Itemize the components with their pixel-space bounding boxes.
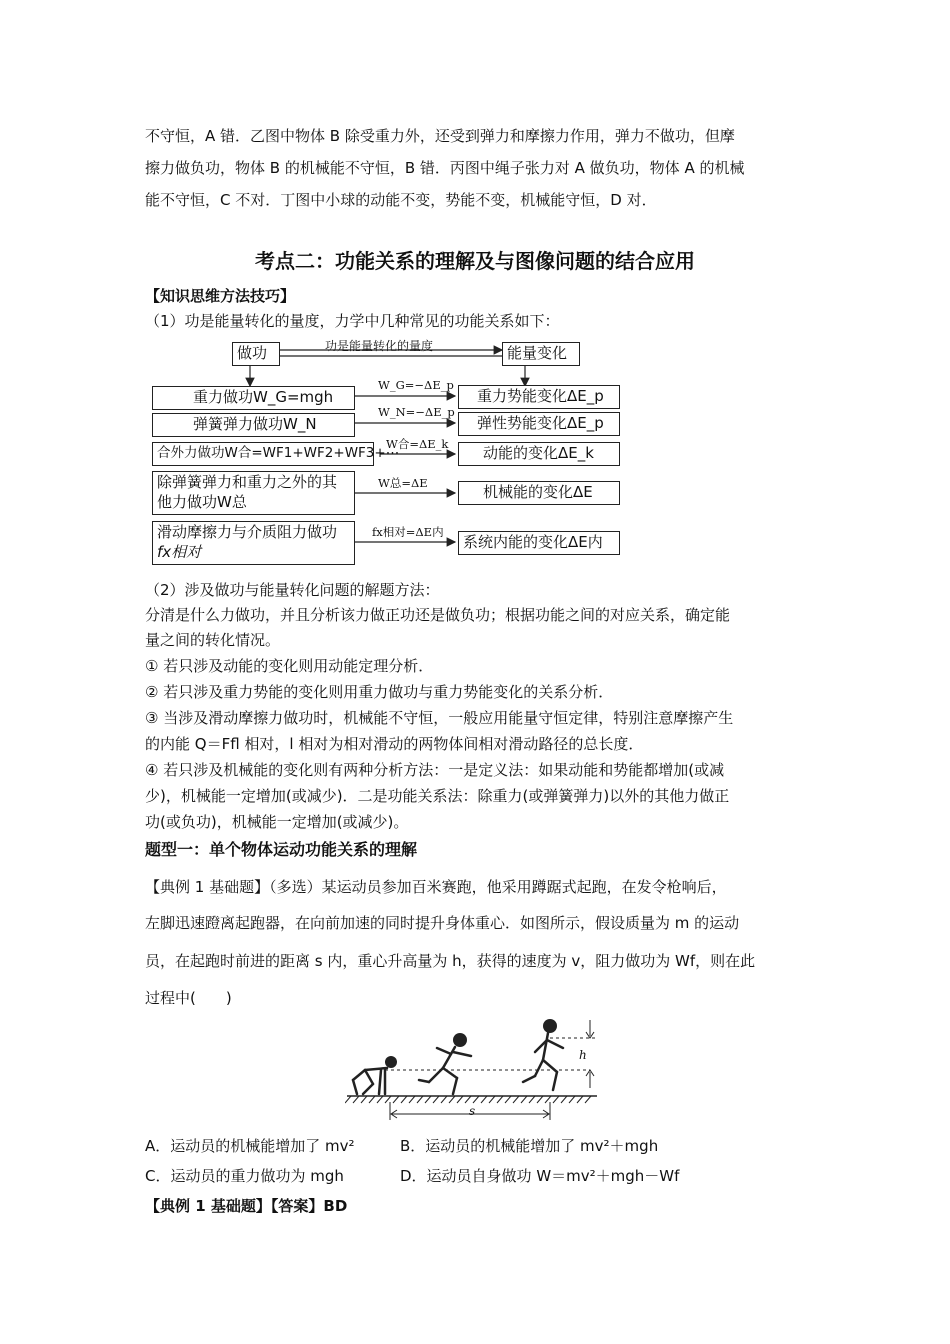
height-label: h: [579, 1048, 587, 1062]
intro-line-2: 擦力做负功，物体 B 的机械能不守恒，B 错．丙图中绳子张力对 A 做负功，物体 A 的机械: [145, 159, 745, 177]
option-b: B．运动员的机械能增加了 mv²＋mgh: [400, 1137, 659, 1155]
question-line-2: 左脚迅速蹬离起跑器，在向前加速的同时提升身体重心．如图所示，假设质量为 m 的运动: [145, 914, 740, 932]
knowledge-header: 【知识思维方法技巧】: [145, 287, 296, 305]
other-force-line-1: 除弹簧弹力和重力之外的其: [157, 473, 338, 491]
spring-relation: W_N=−ΔE_p: [378, 405, 455, 419]
body-line-3: ① 若只涉及动能的变化则用动能定理分析．: [145, 657, 434, 675]
body-line-8: 少)，机械能一定增加(或减少)．二是功能关系法：除重力(或弹簧弹力)以外的其他力做正: [145, 787, 730, 805]
other-force-line-2: 他力做功W总: [157, 493, 247, 511]
body-line-4: ② 若只涉及重力势能的变化则用重力做功与重力势能变化的关系分析．: [145, 683, 614, 701]
body-line-6: 的内能 Q＝Ffl 相对，l 相对为相对滑动的两物体间相对滑动路径的总长度．: [145, 735, 644, 753]
answer-line: 【典例 1 基础题】【答案】BD: [145, 1197, 348, 1215]
intro-line-1: 不守恒，A 错．乙图中物体 B 除受重力外，还受到弹力和摩擦力作用，弹力不做功，但摩: [145, 127, 735, 145]
question-line-4: 过程中( ): [145, 989, 232, 1007]
spring-work-box: 弹簧弹力做功W_N: [152, 413, 355, 437]
runner-figure: [345, 1010, 600, 1125]
friction-relation: fx相对=ΔE内: [372, 525, 444, 539]
ke-change-box: 动能的变化ΔE_k: [458, 442, 620, 466]
friction-line-1: 滑动摩擦力与介质阻力做功: [157, 523, 338, 541]
question-line-3: 员，在起跑时前进的距离 s 内，重心升高量为 h，获得的速度为 v，阻力做功为 Wf，则在此: [145, 952, 756, 970]
intro-line-3: 能不守恒，C 不对．丁图中小球的动能不变，势能不变，机械能守恒，D 对．: [145, 191, 657, 209]
friction-work-box: [152, 521, 355, 565]
body-line-5: ③ 当涉及滑动摩擦力做功时，机械能不守恒，一般应用能量守恒定律，特别注意摩擦产生: [145, 709, 734, 727]
gravity-relation: W_G=−ΔE_p: [378, 378, 454, 392]
energy-change-box: 能量变化: [502, 342, 580, 366]
body-line-1: 分清是什么力做功，并且分析该力做正功还是做负功；根据功能之间的对应关系，确定能: [145, 606, 731, 624]
gravity-work-box: 重力做功W_G=mgh: [152, 386, 355, 410]
distance-label: s: [469, 1104, 476, 1118]
point-1: （1）功是能量转化的量度，力学中几种常见的功能关系如下：: [145, 312, 560, 330]
work-box: 做功: [232, 342, 280, 366]
section-title: 考点二：功能关系的理解及与图像问题的结合应用: [255, 249, 695, 273]
net-work-relation: W合=ΔE_k: [386, 437, 449, 451]
option-a: A．运动员的机械能增加了 mv²: [145, 1137, 355, 1155]
option-c: C．运动员的重力做功为 mgh: [145, 1167, 344, 1185]
body-line-9: 功(或负功)，机械能一定增加(或减少)。: [145, 813, 409, 831]
body-line-7: ④ 若只涉及机械能的变化则有两种分析方法：一是定义法：如果动能和势能都增加(或减: [145, 761, 725, 779]
point-2: （2）涉及做功与能量转化问题的解题方法：: [145, 581, 440, 599]
top-arrow-label: 功是能量转化的量度: [325, 339, 434, 353]
mechanical-energy-box: 机械能的变化ΔE: [458, 481, 620, 505]
friction-line-2: fx相对: [157, 543, 202, 561]
elastic-pe-box: 弹性势能变化ΔE_p: [458, 412, 620, 436]
type-header: 题型一：单个物体运动功能关系的理解: [145, 840, 418, 859]
question-line-1: 【典例 1 基础题】（多选）某运动员参加百米赛跑，他采用蹲踞式起跑，在发令枪响后，: [145, 878, 727, 896]
net-work-box: 合外力做功W合=WF1+WF2+WF3+⋯: [152, 442, 374, 466]
body-line-2: 量之间的转化情况。: [145, 631, 281, 649]
energy-work-diagram: [150, 338, 625, 568]
option-d: D．运动员自身做功 W＝mv²＋mgh－Wf: [400, 1167, 680, 1185]
internal-energy-box: 系统内能的变化ΔE内: [458, 531, 620, 555]
mechanical-relation: W总=ΔE: [378, 476, 428, 490]
other-force-work-box: [152, 471, 355, 515]
gravity-pe-box: 重力势能变化ΔE_p: [458, 385, 620, 409]
